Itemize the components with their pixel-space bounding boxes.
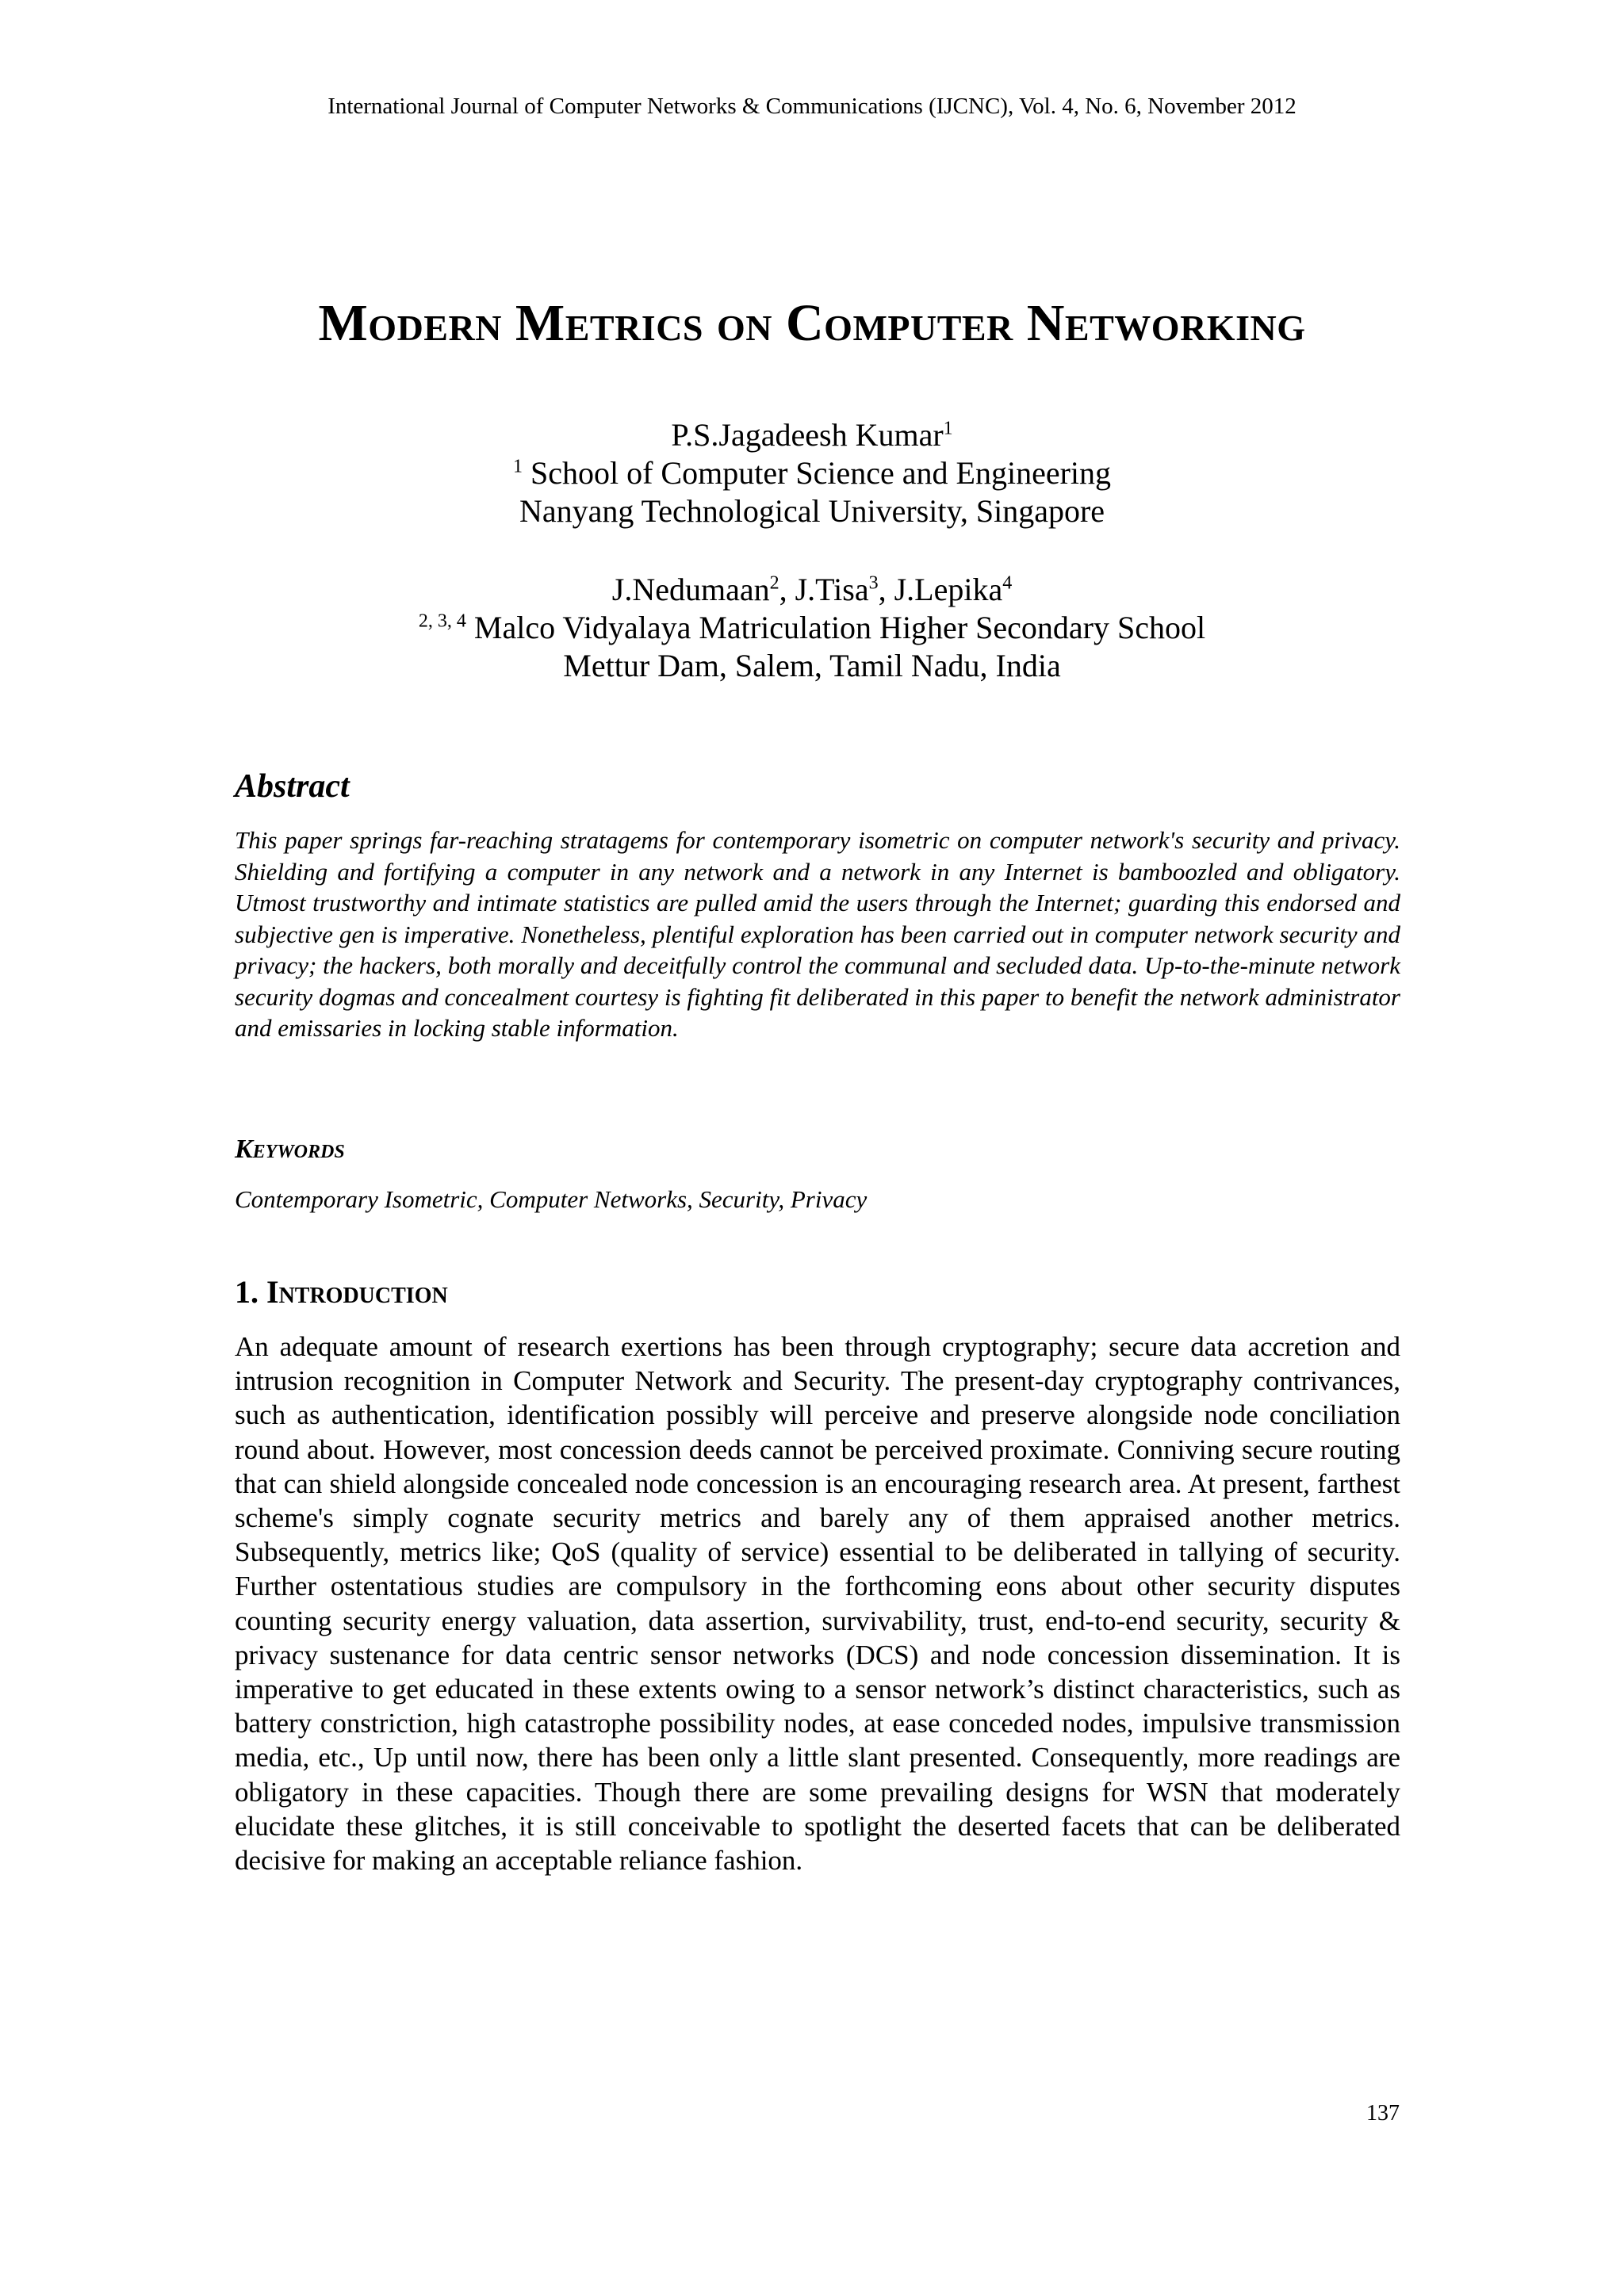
author-block-1 [0,416,1624,530]
author-superscript: 4 [1002,572,1013,594]
author-block-2 [0,571,1624,685]
affiliation-superscript: 2, 3, 4 [418,610,466,632]
page-number: 137 [1366,2101,1400,2126]
introduction-heading: 1. Introduction [235,1274,448,1310]
author-superscript: 3 [868,572,879,594]
abstract-text: This paper springs far-reaching stratagems for contemporary isometric on computer network's security and privacy. Shielding and fortifying a computer in any network and a network in any Internet is bamboozled and obligatory. Utmost trustworthy and intimate statistics are pulled amid the users through the Internet; guarding this endorsed and subjective gen is imperative. Nonetheless, plentiful exploration has been carried out in computer network security and privacy; the hackers, both morally and deceitfully control the communal and secluded data. Up-to-the-minute network security dogmas and concealment courtesy is fighting fit deliberated in this paper to benefit the network administrator and emissaries in locking stable information. [235,826,1400,1042]
affiliation-text: Malco Vidyalaya Matriculation Higher Secondary School [465,610,1206,645]
running-header: International Journal of Computer Networks & Communications (IJCNC), Vol. 4, No. 6, November 2012 [327,94,1297,119]
affiliation-line [0,609,1624,647]
author-name-line [0,571,1624,609]
affiliation-line: Mettur Dam, Salem, Tamil Nadu, India [563,648,1061,683]
keywords-heading: Keywords [235,1135,345,1164]
author-superscript: 1 [943,418,953,439]
author-name: P.S.Jagadeesh Kumar [671,417,944,453]
author-name: , J.Tisa [779,572,869,607]
author-name: J.Nedumaan [611,572,770,607]
introduction-text: An adequate amount of research exertions has been through cryptography; secure data accretion and intrusion recognition in Computer Network and Security. The present-day cryptography contrivances, such as authentication, identification possibly will perceive and preserve alongside node conciliation round about. However, most concession deeds cannot be perceived proximate. Conniving secure routing that can shield alongside concealed node concession is an encouraging research area. At present, farthest scheme's simply cognate security metrics and barely any of them appraised another metrics. Subsequently, metrics like; QoS (quality of service) essential to be deliberated in tallying of security. Further ostentatious studies are compulsory in the forthcoming eons about other security disputes counting security energy valuation, data assertion, survivability, trust, end-to-end security, security & privacy sustenance for data centric sensor networks (DCS) and node concession dissemination. It is imperative to get educated in these extents owing to a sensor network’s distinct characteristics, such as battery constriction, high catastrophe possibility nodes, at ease conceded nodes, impulsive transmission media, etc., Up until now, there has been only a little slant presented. Consequently, more readings are obligatory in these capacities. Though there are some prevailing designs for WSN that moderately elucidate these glitches, it is still conceivable to spotlight the deserted facets that can be deliberated decisive for making an acceptable reliance fashion. [235,1331,1400,1877]
author-name-line [0,416,1624,454]
abstract-heading: Abstract [235,768,350,805]
paper-title: Modern Metrics on Computer Networking [318,294,1306,352]
affiliation-line [0,454,1624,492]
affiliation-text: School of Computer Science and Engineering [522,455,1112,491]
affiliation-superscript: 1 [512,456,523,477]
keywords-text: Contemporary Isometric, Computer Networks, Security, Privacy [235,1185,868,1213]
author-name: , J.Lepika [878,572,1003,607]
affiliation-line: Nanyang Technological University, Singapore [519,493,1105,529]
author-superscript: 2 [769,572,779,594]
